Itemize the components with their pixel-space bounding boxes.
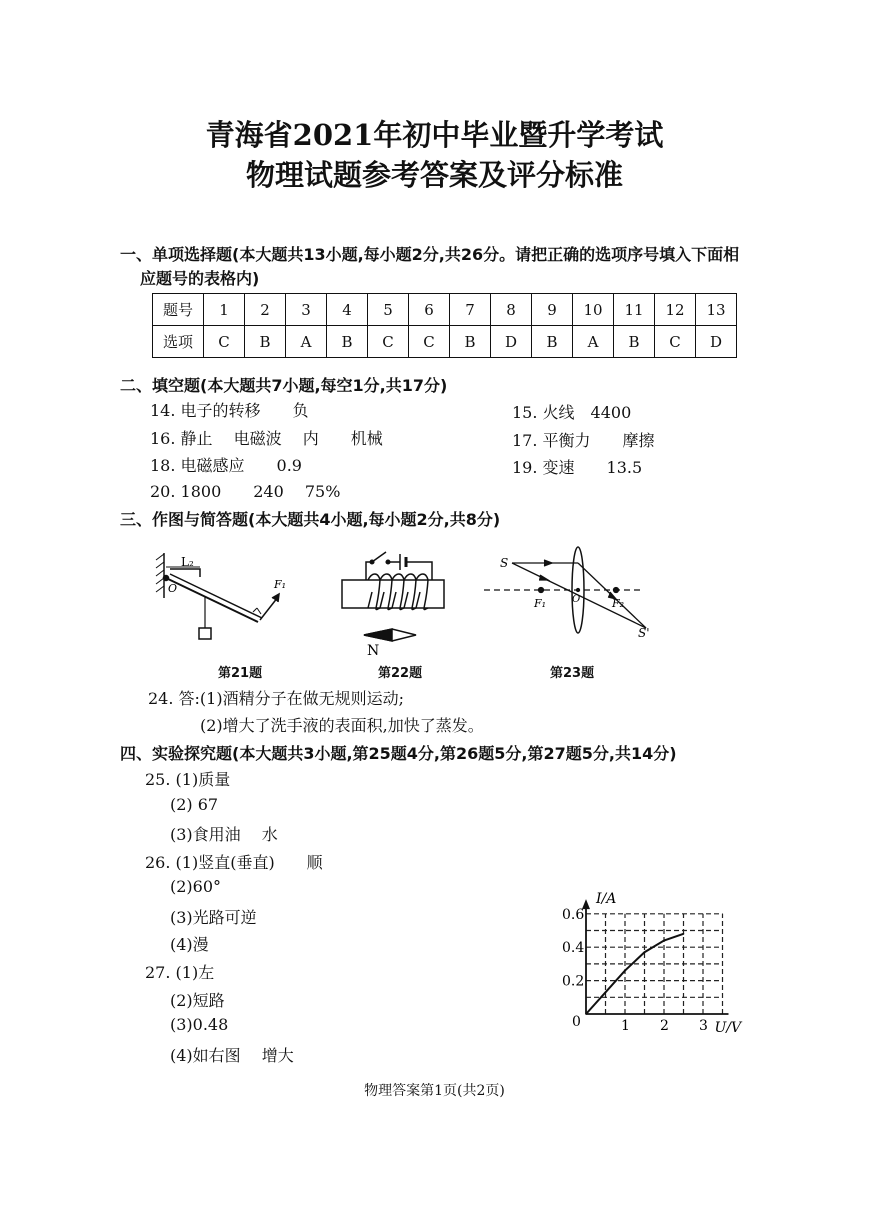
answer-q15: 15. 火线 4400	[512, 403, 632, 422]
answer-q27-4: (4)如右图 增大	[170, 1046, 294, 1065]
data-point	[644, 951, 646, 953]
fig23-label-F2: F₂	[612, 597, 625, 610]
table-cell-number: 3	[286, 294, 327, 326]
table-cell-number: 4	[327, 294, 368, 326]
answer-q26-2: (2)60°	[170, 877, 222, 896]
answer-q16: 16. 静止 电磁波 内 机械	[150, 429, 383, 448]
table-cell-answer: D	[696, 326, 737, 358]
answer-q18: 18. 电磁感应 0.9	[150, 456, 302, 475]
table-cell-number: 7	[450, 294, 491, 326]
data-point	[585, 1013, 587, 1015]
table-cell-number: 11	[614, 294, 655, 326]
fig23-caption: 第23题	[550, 666, 595, 681]
section3-heading: 三、作图与简答题(本大题共4小题,每小题2分,共8分)	[120, 510, 501, 529]
table-cell-answer: C	[655, 326, 696, 358]
table-header-number: 题号	[153, 294, 204, 326]
x-tick-label: 1	[621, 1018, 630, 1034]
table-cell-number: 6	[409, 294, 450, 326]
table-cell-answer: D	[491, 326, 532, 358]
x-tick-label: 3	[699, 1018, 708, 1034]
y-tick-label: 0.4	[562, 940, 585, 957]
figure-23-lens	[484, 547, 646, 633]
table-cell-number: 12	[655, 294, 696, 326]
section4-heading: 四、实验探究题(本大题共3小题,第25题4分,第26题5分,第27题5分,共14分)	[120, 744, 677, 763]
table-cell-number: 13	[696, 294, 737, 326]
answer-q27-3: (3)0.48	[170, 1015, 229, 1034]
table-cell-answer: C	[368, 326, 409, 358]
table-cell-answer: A	[286, 326, 327, 358]
table-cell-answer: B	[614, 326, 655, 358]
answer-q20: 20. 1800 240 75%	[150, 482, 341, 501]
table-cell-answer: C	[409, 326, 450, 358]
table-header-answer: 选项	[153, 326, 204, 358]
fig21-label-L2: L₂	[181, 555, 194, 569]
section2-heading: 二、填空题(本大题共7小题,每空1分,共17分)	[120, 376, 448, 395]
fig23-label-O: O	[572, 594, 581, 605]
answer-q26-4: (4)漫	[170, 935, 209, 954]
table-cell-answer: B	[450, 326, 491, 358]
answer-q26-3: (3)光路可逆	[170, 908, 257, 927]
answer-q27-2: (2)短路	[170, 991, 225, 1010]
answer-q17: 17. 平衡力 摩擦	[512, 431, 655, 450]
answer-q27-1: 27. (1)左	[145, 963, 215, 982]
fig22-label-N: N	[367, 643, 380, 659]
table-cell-number: 2	[245, 294, 286, 326]
series-line	[586, 934, 684, 1014]
figure-21-lever	[156, 553, 279, 639]
fig21-caption: 第21题	[218, 666, 263, 681]
y-axis-label: I/A	[596, 891, 617, 908]
data-point	[605, 991, 607, 993]
page-footer: 物理答案第1页(共2页)	[364, 1083, 505, 1099]
answer-q19: 19. 变速 13.5	[512, 458, 643, 477]
y-tick-label: 0.2	[562, 973, 585, 990]
data-point	[663, 940, 665, 942]
table-cell-answer: B	[245, 326, 286, 358]
fig21-label-O: O	[168, 582, 178, 595]
data-point	[624, 970, 626, 972]
fig23-label-S: S	[500, 556, 509, 570]
origin-label: 0	[572, 1014, 581, 1030]
iu-chart	[562, 891, 743, 1036]
table-cell-number: 1	[204, 294, 245, 326]
page-title: 青海省2021年初中毕业暨升学考试	[205, 118, 664, 152]
answer-q14: 14. 电子的转移 负	[150, 401, 309, 420]
table-cell-answer: A	[573, 326, 614, 358]
answer-q25-1: 25. (1)质量	[145, 770, 231, 789]
table-cell-number: 10	[573, 294, 614, 326]
table-cell-answer: B	[532, 326, 573, 358]
fig23-label-F1: F₁	[534, 597, 547, 610]
section1-heading: 一、单项选择题(本大题共13小题,每小题2分,共26分。请把正确的选项序号填入下面相	[120, 245, 740, 264]
x-tick-label: 2	[660, 1018, 669, 1034]
y-tick-label: 0.6	[562, 906, 585, 923]
x-axis-label: U/V	[714, 1020, 742, 1036]
data-point	[683, 933, 685, 935]
table-cell-number: 8	[491, 294, 532, 326]
answer-q24-line2: (2)增大了洗手液的表面积,加快了蒸发。	[200, 716, 484, 735]
table-cell-number: 9	[532, 294, 573, 326]
answer-q24-line1: 24. 答:(1)酒精分子在做无规则运动;	[148, 689, 404, 708]
table-cell-answer: C	[204, 326, 245, 358]
answer-q26-1: 26. (1)竖直(垂直) 顺	[145, 853, 323, 872]
page-subtitle: 物理试题参考答案及评分标准	[245, 158, 623, 192]
fig21-label-F1: F₁	[274, 578, 287, 591]
fig22-caption: 第22题	[378, 666, 423, 681]
answer-q25-3: (3)食用油 水	[170, 825, 278, 844]
table-cell-answer: B	[327, 326, 368, 358]
table-cell-number: 5	[368, 294, 409, 326]
fig23-label-S-prime: S'	[638, 626, 650, 640]
figure-22-electromagnet	[342, 552, 444, 641]
section1-heading-cont: 应题号的表格内)	[140, 269, 260, 288]
answer-q25-2: (2) 67	[170, 795, 219, 814]
